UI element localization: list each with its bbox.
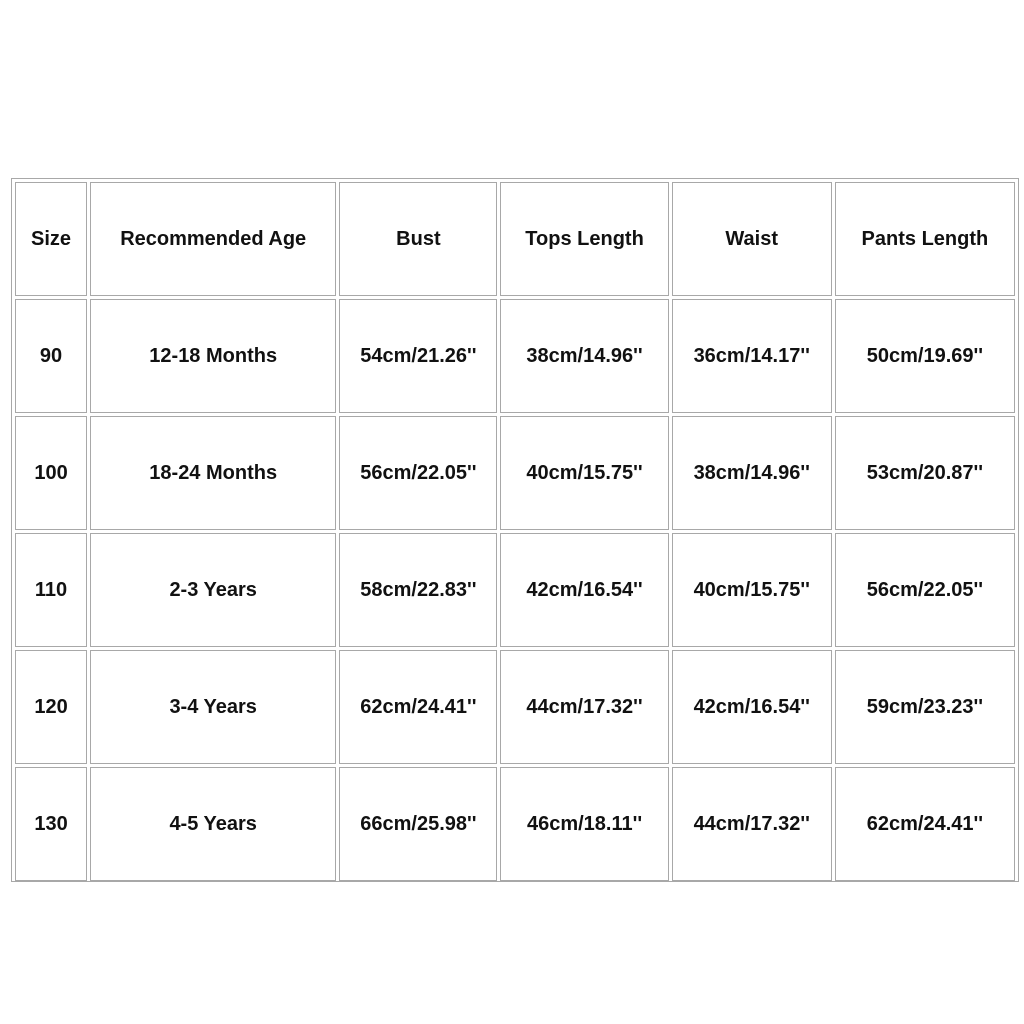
header-waist: Waist <box>672 182 832 296</box>
cell-pants-length: 50cm/19.69'' <box>835 299 1015 413</box>
cell-bust: 66cm/25.98'' <box>339 767 497 881</box>
header-row <box>15 182 1015 296</box>
cell-bust: 58cm/22.83'' <box>339 533 497 647</box>
size-chart <box>11 178 1019 882</box>
cell-size: 130 <box>15 767 87 881</box>
cell-size: 90 <box>15 299 87 413</box>
cell-size: 120 <box>15 650 87 764</box>
cell-waist: 40cm/15.75'' <box>672 533 832 647</box>
cell-recommended-age: 4-5 Years <box>90 767 336 881</box>
cell-pants-length: 53cm/20.87'' <box>835 416 1015 530</box>
size-table <box>12 179 1018 884</box>
cell-waist: 44cm/17.32'' <box>672 767 832 881</box>
cell-tops-length: 42cm/16.54'' <box>500 533 668 647</box>
cell-recommended-age: 12-18 Months <box>90 299 336 413</box>
header-size: Size <box>15 182 87 296</box>
header-bust: Bust <box>339 182 497 296</box>
cell-size: 110 <box>15 533 87 647</box>
cell-bust: 56cm/22.05'' <box>339 416 497 530</box>
cell-pants-length: 56cm/22.05'' <box>835 533 1015 647</box>
table-row <box>15 533 1015 647</box>
cell-waist: 36cm/14.17'' <box>672 299 832 413</box>
cell-bust: 54cm/21.26'' <box>339 299 497 413</box>
header-pants-length: Pants Length <box>835 182 1015 296</box>
table-row <box>15 650 1015 764</box>
cell-tops-length: 46cm/18.11'' <box>500 767 668 881</box>
cell-size: 100 <box>15 416 87 530</box>
cell-recommended-age: 18-24 Months <box>90 416 336 530</box>
cell-pants-length: 59cm/23.23'' <box>835 650 1015 764</box>
cell-recommended-age: 3-4 Years <box>90 650 336 764</box>
cell-tops-length: 40cm/15.75'' <box>500 416 668 530</box>
header-tops-length: Tops Length <box>500 182 668 296</box>
cell-waist: 38cm/14.96'' <box>672 416 832 530</box>
header-recommended-age: Recommended Age <box>90 182 336 296</box>
cell-recommended-age: 2-3 Years <box>90 533 336 647</box>
cell-bust: 62cm/24.41'' <box>339 650 497 764</box>
cell-tops-length: 44cm/17.32'' <box>500 650 668 764</box>
table-row <box>15 299 1015 413</box>
table-row <box>15 767 1015 881</box>
table-row <box>15 416 1015 530</box>
cell-tops-length: 38cm/14.96'' <box>500 299 668 413</box>
cell-pants-length: 62cm/24.41'' <box>835 767 1015 881</box>
cell-waist: 42cm/16.54'' <box>672 650 832 764</box>
